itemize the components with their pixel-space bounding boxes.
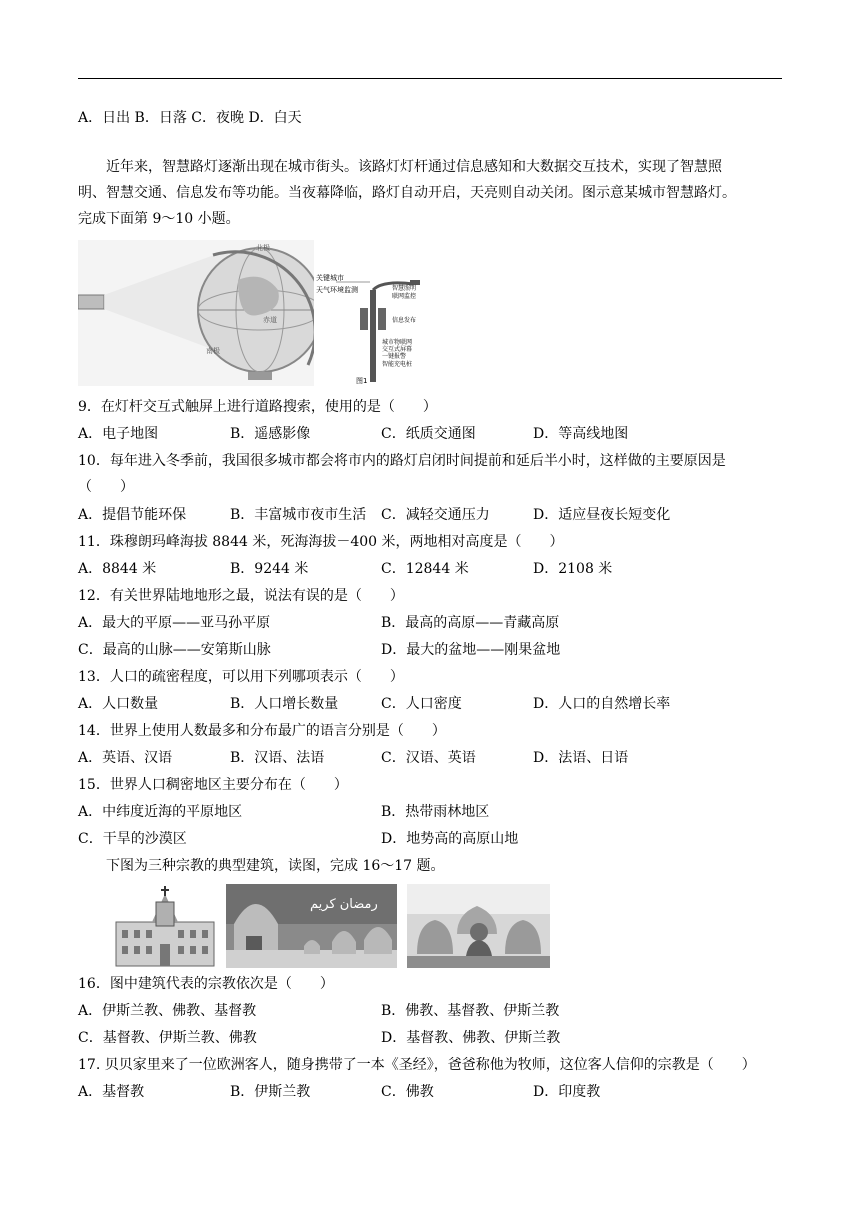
- lamp-label-2: 天气环境监测: [316, 286, 358, 294]
- passage1-line3: 完成下面第 9～10 小题。: [78, 211, 240, 227]
- q16-stem: 16．图中建筑代表的宗教依次是（ ）: [78, 976, 334, 992]
- q10-option-d: D．适应昼夜长短变化: [533, 507, 671, 523]
- q9-option-c: C．纸质交通图: [381, 426, 476, 442]
- lamp-label-7: 交互式屏幕: [382, 346, 413, 353]
- q17-stem: 17. 贝贝家里来了一位欧洲客人，随身携带了一本《圣经》，爸爸称他为牧师，这位客人信仰的宗教是（ ）: [78, 1057, 756, 1073]
- q15-option-a: A．中纬度近海的平原地区: [78, 804, 243, 820]
- q16-option-d: D．基督教、佛教、伊斯兰教: [381, 1030, 561, 1046]
- header-rule: [78, 78, 782, 79]
- q9-option-d: D．等高线地图: [533, 426, 629, 442]
- q10-option-b: B．丰富城市夜市生活: [230, 507, 367, 523]
- q8-options: A．日出 B．日落 C．夜晚 D．白天: [78, 110, 302, 126]
- q14-stem: 14．世界上使用人数最多和分布最广的语言分别是（ ）: [78, 723, 446, 739]
- q12-option-c: C．最高的山脉——安第斯山脉: [78, 642, 271, 658]
- q14-option-d: D．法语、日语: [533, 750, 629, 766]
- q17-option-a: A．基督教: [78, 1084, 145, 1100]
- q10-option-a: A．提倡节能环保: [78, 507, 187, 523]
- lamp-label-8: 一键报警: [382, 353, 407, 360]
- passage1-line2: 明、智慧交通、信息发布等功能。当夜幕降临，路灯自动开启，天亮则自动关闭。图示意某城市智慧路灯。: [78, 185, 736, 201]
- lamp-label-1: 关键城市: [316, 274, 344, 282]
- q14-option-c: C．汉语、英语: [381, 750, 476, 766]
- q13-option-c: C．人口密度: [381, 696, 462, 712]
- q15-option-d: D．地势高的高原山地: [381, 831, 519, 847]
- q15-option-c: C．干旱的沙漠区: [78, 831, 187, 847]
- q10-stem: 10．每年进入冬季前，我国很多城市都会将市内的路灯启闭时间提前和延后半小时，这样做的主要原因是: [78, 453, 726, 469]
- q13-stem: 13．人口的疏密程度，可以用下列哪项表示（ ）: [78, 669, 404, 685]
- church-image: [112, 884, 218, 968]
- globe-label-equator: 赤道: [263, 316, 277, 324]
- globe-label-south: 南极: [206, 347, 220, 355]
- q12-option-d: D．最大的盆地——刚果盆地: [381, 642, 561, 658]
- q9-stem: 9．在灯杆交互式触屏上进行道路搜索，使用的是（ ）: [78, 399, 437, 415]
- q16-option-c: C．基督教、伊斯兰教、佛教: [78, 1030, 257, 1046]
- lamp-label-3: 智慧照明: [392, 285, 417, 292]
- q10-option-c: C．减轻交通压力: [381, 507, 490, 523]
- buddhist-stupa-image: [407, 884, 550, 968]
- passage2: 下图为三种宗教的典型建筑，读图，完成 16～17 题。: [106, 858, 445, 874]
- q11-option-d: D．2108 米: [533, 561, 613, 577]
- q11-option-c: C．12844 米: [381, 561, 469, 577]
- q16-option-a: A．伊斯兰教、佛教、基督教: [78, 1003, 257, 1019]
- q12-option-b: B．最高的高原——青藏高原: [381, 615, 560, 631]
- q9-option-a: A．电子地图: [78, 426, 159, 442]
- q13-option-b: B．人口增长数量: [230, 696, 339, 712]
- q14-option-a: A．英语、汉语: [78, 750, 173, 766]
- lamp-label-5: 信息发布: [392, 317, 417, 324]
- q11-stem: 11．珠穆朗玛峰海拔 8844 米，死海海拔－400 米，两地相对高度是（ ）: [78, 534, 564, 550]
- q12-option-a: A．最大的平原——亚马孙平原: [78, 615, 271, 631]
- figure1-caption: 图1: [356, 377, 368, 385]
- q17-option-d: D．印度教: [533, 1084, 601, 1100]
- q13-option-a: A．人口数量: [78, 696, 159, 712]
- q16-option-b: B．佛教、基督教、伊斯兰教: [381, 1003, 560, 1019]
- q10-stem-cont: （ ）: [78, 479, 134, 495]
- ramadan-banner-text: رمضان كريم: [310, 897, 378, 912]
- q15-option-b: B．热带雨林地区: [381, 804, 490, 820]
- passage1-line1: 近年来，智慧路灯逐渐出现在城市街头。该路灯灯杆通过信息感知和大数据交互技术，实现了智慧照: [106, 159, 722, 175]
- lamp-label-4: 联网监控: [392, 293, 417, 300]
- q15-stem: 15．世界人口稠密地区主要分布在（ ）: [78, 777, 348, 793]
- globe-figure: [78, 240, 314, 386]
- mosque-image: [226, 884, 397, 968]
- q12-stem: 12．有关世界陆地地形之最，说法有误的是（ ）: [78, 588, 404, 604]
- q9-option-b: B．遥感影像: [230, 426, 311, 442]
- q17-option-c: C．佛教: [381, 1084, 434, 1100]
- q14-option-b: B．汉语、法语: [230, 750, 325, 766]
- q17-option-b: B．伊斯兰教: [230, 1084, 311, 1100]
- lamp-label-6: 城市物联网: [382, 339, 413, 346]
- q11-option-a: A．8844 米: [78, 561, 157, 577]
- globe-label-north: 北极: [256, 244, 270, 252]
- q13-option-d: D．人口的自然增长率: [533, 696, 671, 712]
- q11-option-b: B．9244 米: [230, 561, 309, 577]
- lamp-label-9: 智能充电桩: [382, 361, 413, 368]
- smart-lamp-figure: [316, 270, 436, 386]
